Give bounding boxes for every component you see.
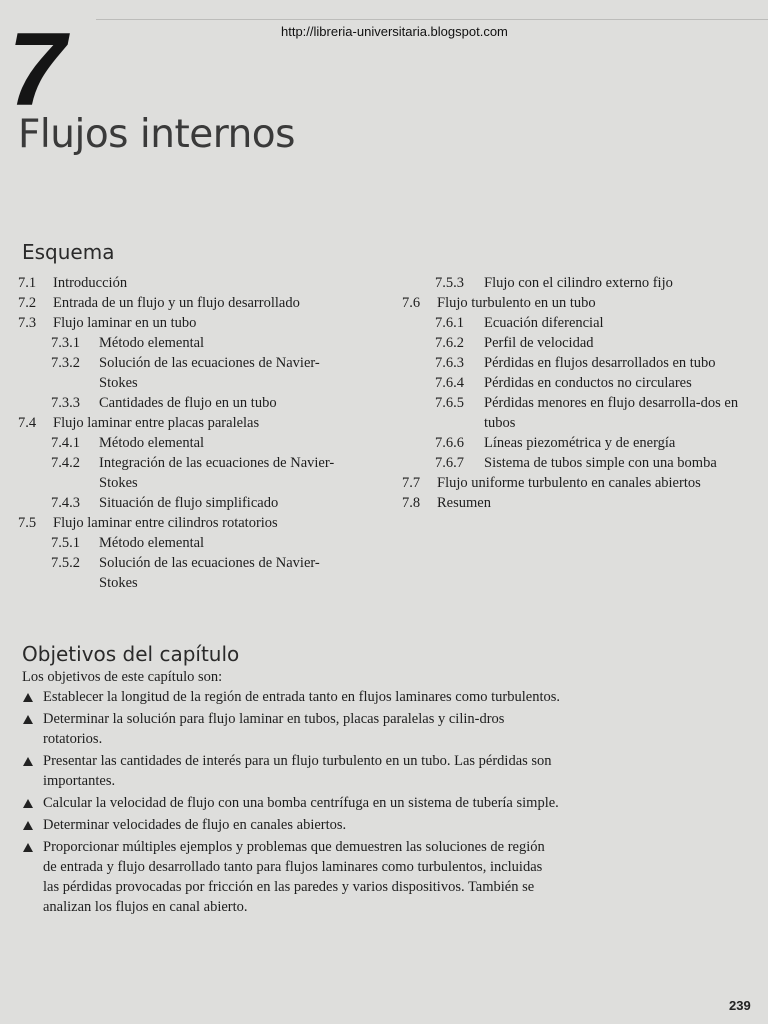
objectives-list [22, 687, 562, 917]
outline-entry-number: 7.4.3 [51, 495, 80, 511]
outline-entry [402, 373, 762, 393]
page-number: 239 [729, 998, 751, 1013]
outline-entry-number: 7.4.2 [51, 455, 80, 471]
outline-entry-number: 7.3.3 [51, 395, 80, 411]
objective-text: Determinar velocidades de flujo en canales abiertos. [43, 817, 347, 833]
triangle-bullet-icon [23, 821, 33, 830]
outline-entry-text: Flujo laminar entre cilindros rotatorios [53, 515, 278, 531]
outline-entry-text: Integración de las ecuaciones de Navier-Stokes [99, 455, 335, 491]
outline-entry [402, 473, 762, 493]
objective-item [22, 751, 562, 791]
outline-entry [402, 453, 762, 473]
triangle-bullet-icon [23, 799, 33, 808]
outline-entry [18, 333, 336, 353]
outline-column-2 [402, 273, 762, 513]
outline-entry-text: Pérdidas en conductos no circulares [484, 375, 692, 391]
header-url[interactable]: http://libreria-universitaria.blogspot.com [281, 24, 508, 39]
outline-entry [402, 333, 762, 353]
objective-text: Proporcionar múltiples ejemplos y problemas que demuestren las soluciones de región de entrada y flujo desarrollado tanto para flujos laminares como turbulentos, incluidas las pérdidas provocadas por fricción en las paredes y varios dispositivos. También se analizan los flujos en canal abierto. [43, 839, 545, 915]
objective-item [22, 687, 562, 707]
outline-entry-text: Pérdidas menores en flujo desarrolla-dos en tubos [484, 395, 739, 431]
objective-text: Determinar la solución para flujo laminar en tubos, placas paralelas y cilin-dros rotatorios. [43, 711, 505, 747]
outline-entry-text: Entrada de un flujo y un flujo desarrollado [53, 295, 300, 311]
outline-entry [18, 533, 336, 553]
outline-entry-text: Flujo laminar entre placas paralelas [53, 415, 260, 431]
outline-entry-number: 7.6.2 [435, 335, 464, 351]
outline-entry [402, 353, 762, 373]
chapter-number: 7 [8, 12, 66, 128]
outline-entry-text: Situación de flujo simplificado [99, 495, 279, 511]
objective-text: Establecer la longitud de la región de entrada tanto en flujos laminares como turbulentos. [43, 689, 561, 705]
outline-entry [18, 453, 336, 493]
outline-entry-text: Líneas piezométrica y de energía [484, 435, 676, 451]
outline-entry [18, 353, 336, 393]
outline-entry-number: 7.6.7 [435, 455, 464, 471]
outline-entry [402, 433, 762, 453]
outline-entry-text: Ecuación diferencial [484, 315, 604, 331]
triangle-bullet-icon [23, 757, 33, 766]
objective-text: Presentar las cantidades de interés para un flujo turbulento en un tubo. Las pérdidas son importantes. [43, 753, 552, 789]
outline-entry [18, 413, 336, 433]
outline-entry-number: 7.6.1 [435, 315, 464, 331]
outline-entry-number: 7.5.2 [51, 555, 80, 571]
outline-entry-text: Método elemental [99, 335, 205, 351]
outline-entry [402, 293, 762, 313]
outline-entry-number: 7.3.2 [51, 355, 80, 371]
outline-entry [18, 293, 336, 313]
outline-entry [18, 273, 336, 293]
outline-entry-text: Método elemental [99, 435, 205, 451]
objectives-section [22, 667, 562, 919]
outline-entry-number: 7.3.1 [51, 335, 80, 351]
objective-item [22, 815, 562, 835]
outline-entry [18, 513, 336, 533]
outline-entry-text: Perfil de velocidad [484, 335, 594, 351]
outline-entry-number: 7.3 [18, 315, 37, 331]
outline-entry-text: Flujo uniforme turbulento en canales abiertos [437, 475, 701, 491]
outline-entry-text: Flujo turbulento en un tubo [437, 295, 596, 311]
objective-item [22, 837, 562, 917]
outline-entry [18, 553, 336, 593]
outline-entry-number: 7.5.3 [435, 275, 464, 291]
outline-entry [18, 433, 336, 453]
outline-entry-text: Método elemental [99, 535, 205, 551]
outline-entry [18, 493, 336, 513]
outline-entry-text: Resumen [437, 495, 491, 511]
triangle-bullet-icon [23, 843, 33, 852]
outline-entry-text: Sistema de tubos simple con una bomba [484, 455, 717, 471]
outline-entry-text: Flujo laminar en un tubo [53, 315, 197, 331]
outline-entry-number: 7.8 [402, 495, 421, 511]
outline-entry-text: Pérdidas en flujos desarrollados en tubo [484, 355, 716, 371]
outline-entry-text: Flujo con el cilindro externo fijo [484, 275, 673, 291]
outline-heading: Esquema [22, 240, 115, 264]
outline-entry-number: 7.6 [402, 295, 421, 311]
objective-item [22, 793, 562, 813]
outline-entry-number: 7.7 [402, 475, 421, 491]
outline-entry-number: 7.4.1 [51, 435, 80, 451]
objectives-heading: Objetivos del capítulo [22, 642, 240, 666]
outline-entry [402, 493, 762, 513]
outline-entry [402, 393, 762, 433]
outline-entry-number: 7.6.4 [435, 375, 464, 391]
chapter-title: Flujos internos [18, 112, 295, 157]
outline-entry [18, 313, 336, 333]
objectives-intro: Los objetivos de este capítulo son: [22, 669, 223, 685]
outline-entry-number: 7.6.6 [435, 435, 464, 451]
outline-entry [402, 273, 762, 293]
objective-item [22, 709, 562, 749]
outline-entry-number: 7.1 [18, 275, 37, 291]
outline-entry-number: 7.5.1 [51, 535, 80, 551]
outline-entry-text: Solución de las ecuaciones de Navier-Stokes [99, 355, 320, 391]
outline-entry [402, 313, 762, 333]
outline-entry-text: Solución de las ecuaciones de Navier-Stokes [99, 555, 320, 591]
outline-entry-text: Introducción [53, 275, 128, 291]
outline-entry [18, 393, 336, 413]
outline-entry-number: 7.5 [18, 515, 37, 531]
outline-entry-number: 7.2 [18, 295, 37, 311]
outline-entry-number: 7.6.3 [435, 355, 464, 371]
header-rule [96, 19, 768, 20]
outline-column-1 [18, 273, 336, 593]
outline-entry-number: 7.4 [18, 415, 37, 431]
outline-entry-number: 7.6.5 [435, 395, 464, 411]
triangle-bullet-icon [23, 693, 33, 702]
objective-text: Calcular la velocidad de flujo con una bomba centrífuga en un sistema de tubería simple. [43, 795, 559, 811]
triangle-bullet-icon [23, 715, 33, 724]
outline-entry-text: Cantidades de flujo en un tubo [99, 395, 277, 411]
